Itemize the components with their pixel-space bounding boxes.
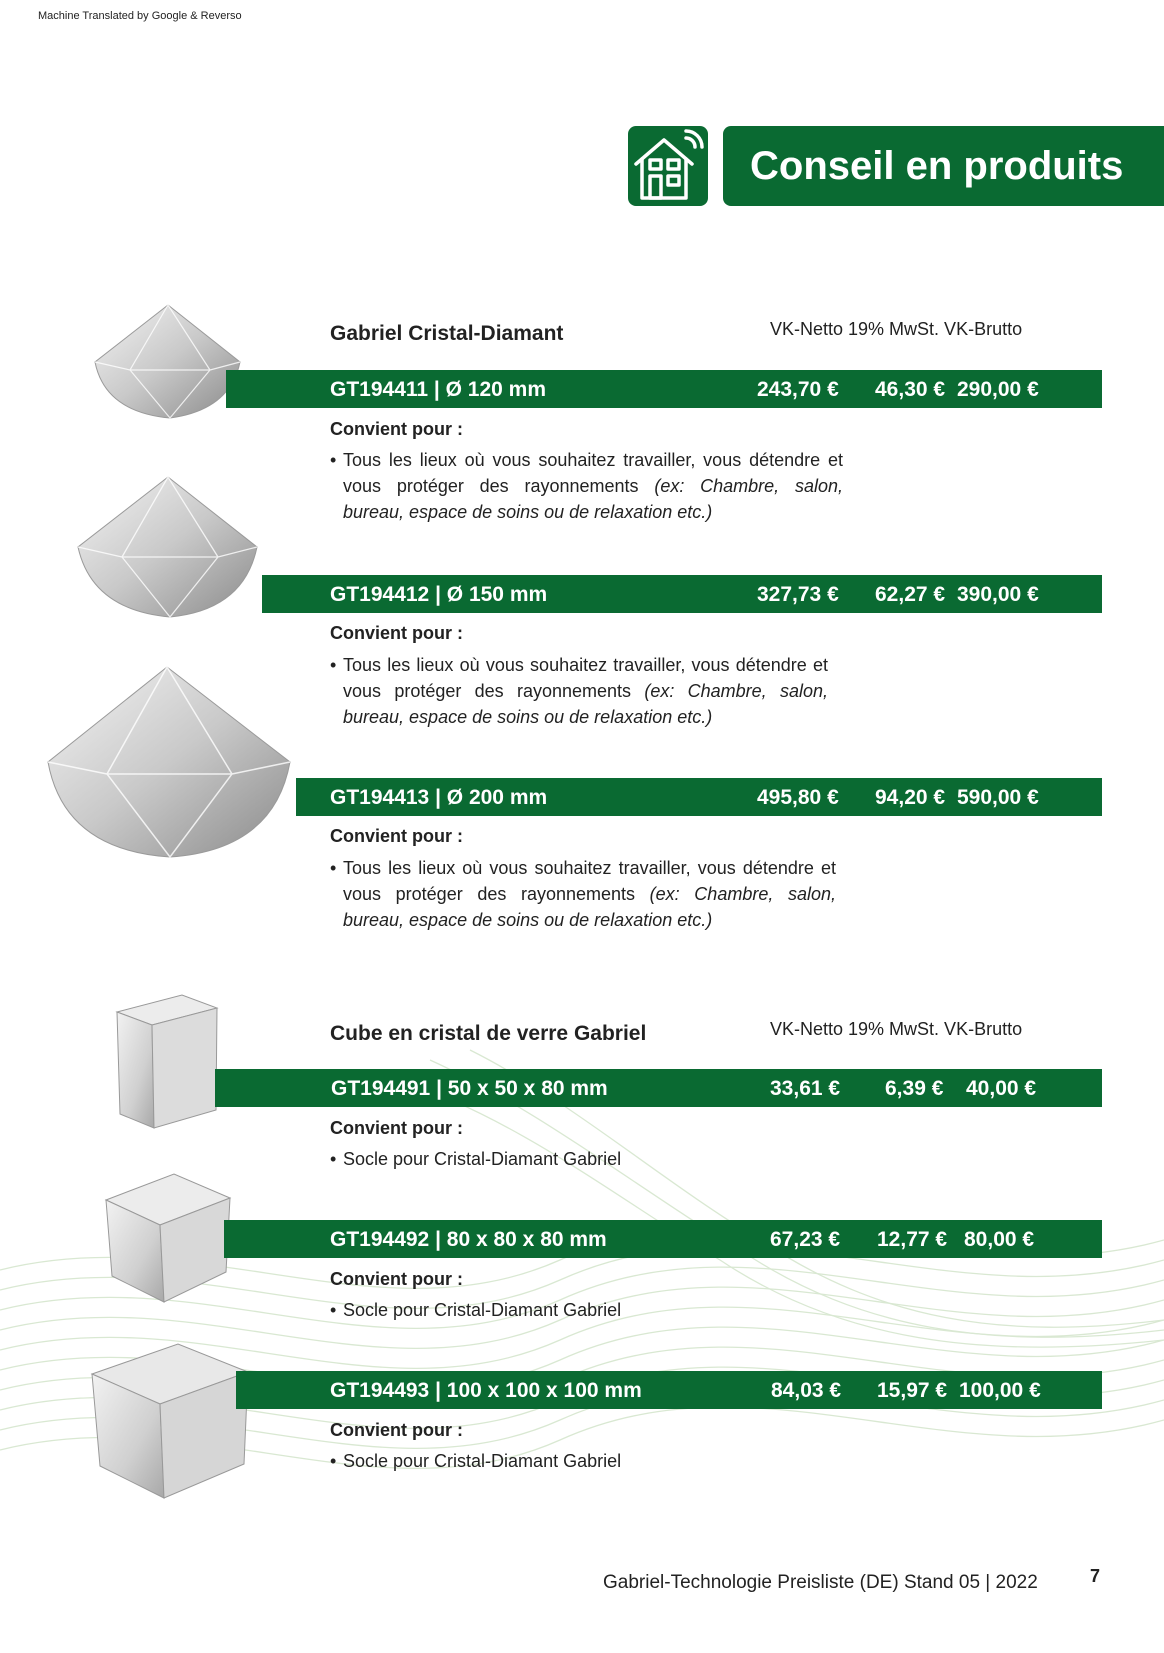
price-netto: 84,03 € [771, 1379, 842, 1402]
product-description: • Socle pour Cristal-Diamant Gabriel [330, 1451, 622, 1471]
convient-label: Convient pour : [330, 1420, 463, 1440]
product-description: • Tous les lieux où vous souhaitez travailler, vous détendre et vous protéger des rayonnements (ex: Chambre, salon, bureau, espace de soins ou de relaxation etc.) [330, 655, 829, 727]
price-netto: 33,61 € [770, 1077, 841, 1100]
price-brutto: 80,00 € [964, 1228, 1035, 1251]
product-code: GT194491 | 50 x 50 x 80 mm [331, 1077, 608, 1100]
price-brutto: 40,00 € [966, 1077, 1037, 1100]
price-mwst: 12,77 € [877, 1228, 948, 1251]
price-column-header: VK-Netto 19% MwSt. VK-Brutto [770, 1019, 1023, 1039]
price-netto: 67,23 € [770, 1228, 841, 1251]
price-netto: 495,80 € [757, 786, 839, 809]
convient-label: Convient pour : [330, 623, 463, 643]
price-brutto: 390,00 € [957, 583, 1039, 606]
price-column-header: VK-Netto 19% MwSt. VK-Brutto [770, 319, 1023, 339]
price-mwst: 15,97 € [877, 1379, 948, 1402]
machine-translation-note: Machine Translated by Google & Reverso [38, 10, 242, 22]
product-code: GT194492 | 80 x 80 x 80 mm [330, 1228, 607, 1251]
convient-label: Convient pour : [330, 419, 463, 439]
product-bar [226, 370, 1102, 408]
cube-100-image [88, 1338, 253, 1503]
product-description: • Tous les lieux où vous souhaitez travailler, vous détendre et vous protéger des rayonnements (ex: Chambre, salon, bureau, espace de soins ou de relaxation etc.) [330, 450, 844, 522]
product-bar [224, 1220, 1102, 1258]
price-brutto: 290,00 € [957, 378, 1039, 401]
product-description: • Tous les lieux où vous souhaitez travailler, vous détendre et vous protéger des rayonnements (ex: Chambre, salon, bureau, espace de soins ou de relaxation etc.) [330, 858, 836, 930]
footer-text: Gabriel-Technologie Preisliste (DE) Stand 05 | 2022 [603, 1572, 1038, 1593]
price-brutto: 100,00 € [959, 1379, 1041, 1402]
section-title-cube: Cube en cristal de verre Gabriel [330, 1022, 647, 1045]
diamond-200-image [42, 662, 297, 862]
section-title-diamant: Gabriel Cristal-Diamant [330, 322, 564, 345]
product-bar [215, 1069, 1102, 1107]
price-netto: 243,70 € [757, 378, 839, 401]
price-mwst: 62,27 € [875, 583, 946, 606]
product-code: GT194493 | 100 x 100 x 100 mm [330, 1379, 642, 1402]
convient-label: Convient pour : [330, 1118, 463, 1138]
price-mwst: 94,20 € [875, 786, 946, 809]
product-description: • Socle pour Cristal-Diamant Gabriel [330, 1149, 622, 1169]
product-bar [262, 575, 1102, 613]
cube-80-image [102, 1170, 232, 1305]
price-mwst: 6,39 € [885, 1077, 944, 1100]
price-brutto: 590,00 € [957, 786, 1039, 809]
house-icon [628, 126, 708, 206]
price-netto: 327,73 € [757, 583, 839, 606]
convient-label: Convient pour : [330, 826, 463, 846]
product-description: • Socle pour Cristal-Diamant Gabriel [330, 1300, 622, 1320]
price-mwst: 46,30 € [875, 378, 946, 401]
product-code: GT194412 | Ø 150 mm [330, 583, 548, 606]
product-bar [296, 778, 1102, 816]
page-number: 7 [1090, 1566, 1101, 1586]
cube-50-image [112, 990, 222, 1135]
page-title: Conseil en produits [723, 126, 1164, 206]
product-code: GT194413 | Ø 200 mm [330, 786, 548, 809]
product-code: GT194411 | Ø 120 mm [330, 378, 547, 401]
convient-label: Convient pour : [330, 1269, 463, 1289]
product-bar [236, 1371, 1102, 1409]
diamond-150-image [72, 472, 267, 622]
